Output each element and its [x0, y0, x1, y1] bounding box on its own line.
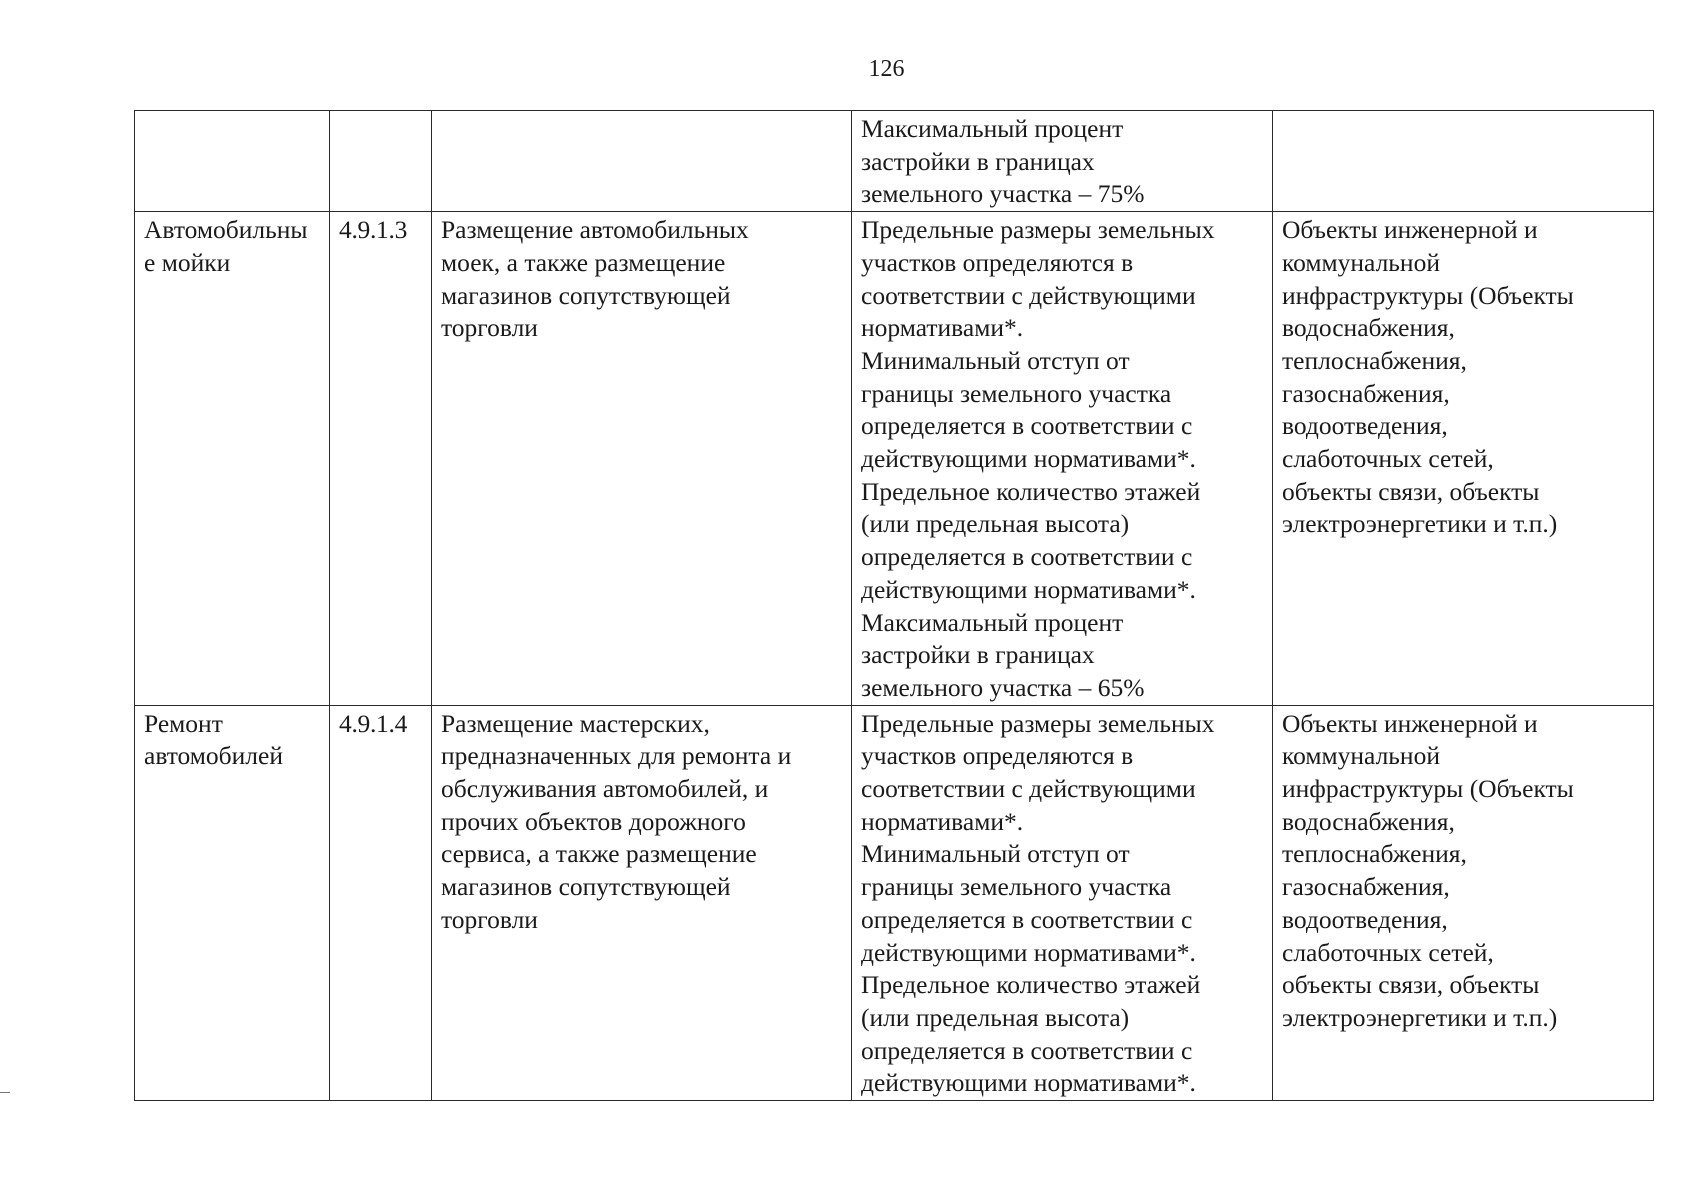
use-code-cell: 4.9.1.3: [330, 212, 432, 706]
text-line: Объекты инженерной и: [1282, 215, 1538, 245]
page-number: 126: [868, 56, 905, 82]
auxiliary-uses-cell: [1273, 212, 1654, 706]
text-line: объекты связи, объекты: [1282, 970, 1540, 1000]
text-line: Максимальный процент: [861, 607, 1124, 637]
text-line: электроэнергетики и т.п.): [1282, 509, 1558, 539]
text-line: газоснабжения,: [1282, 872, 1450, 902]
text-line: водоснабжения,: [1282, 806, 1455, 836]
text-line: соответствии с действующими: [861, 280, 1196, 310]
text-line: автомобилей: [144, 741, 283, 771]
use-description-cell: [432, 212, 852, 706]
text-line: действующими нормативами*.: [861, 937, 1196, 967]
text-line: Предельное количество этажей: [861, 970, 1201, 1000]
text-line: слаботочных сетей,: [1282, 444, 1494, 474]
text-line: инфраструктуры (Объекты: [1282, 774, 1574, 804]
text-line: торговли: [441, 904, 538, 934]
text-line: водоотведения,: [1282, 411, 1448, 441]
text-line: теплоснабжения,: [1282, 345, 1467, 375]
text-line: определяется в соответствии с: [861, 411, 1193, 441]
text-line: магазинов сопутствующей: [441, 872, 731, 902]
text-line: предназначенных для ремонта и: [441, 741, 792, 771]
use-description-cell: [432, 705, 852, 1100]
auxiliary-uses-cell: [1273, 705, 1654, 1100]
text-line: Объекты инженерной и: [1282, 708, 1538, 738]
text-line: слаботочных сетей,: [1282, 937, 1494, 967]
parameters-cell: [852, 212, 1273, 706]
text-line: действующими нормативами*.: [861, 444, 1196, 474]
text-line: Минимальный отступ от: [861, 839, 1130, 869]
text-line: границы земельного участка: [861, 872, 1172, 902]
use-name-cell: [135, 111, 330, 212]
text-line: нормативами*.: [861, 313, 1024, 343]
text-line: е мойки: [144, 247, 231, 277]
text-line: газоснабжения,: [1282, 378, 1450, 408]
text-line: Максимальный процент: [861, 114, 1124, 143]
text-line: коммунальной: [1282, 741, 1440, 771]
text-line: Автомобильны: [144, 215, 308, 245]
text-line: (или предельная высота): [861, 1002, 1130, 1032]
text-line: Предельные размеры земельных: [861, 215, 1215, 245]
text-line: прочих объектов дорожного: [441, 806, 746, 836]
text-line: теплоснабжения,: [1282, 839, 1467, 869]
parameters-cell: [852, 111, 1273, 212]
text-line: торговли: [441, 313, 538, 343]
text-line: объекты связи, объекты: [1282, 476, 1540, 506]
text-line: соответствии с действующими: [861, 774, 1196, 804]
auxiliary-uses-cell: [1273, 111, 1654, 212]
parameters-cell: [852, 705, 1273, 1100]
text-line: Ремонт: [144, 708, 223, 738]
scan-edge-mark: [0, 1092, 10, 1093]
text-line: инфраструктуры (Объекты: [1282, 280, 1574, 310]
text-line: Размещение мастерских,: [441, 708, 710, 738]
text-line: застройки в границах: [861, 640, 1095, 670]
use-name-cell: [135, 212, 330, 706]
table-row: [135, 111, 1654, 212]
table-row: [135, 212, 1654, 706]
text-line: Предельные размеры земельных: [861, 708, 1215, 738]
text-line: Размещение автомобильных: [441, 215, 749, 245]
text-line: (или предельная высота): [861, 509, 1130, 539]
text-line: нормативами*.: [861, 806, 1024, 836]
text-line: действующими нормативами*.: [861, 1068, 1196, 1098]
text-line: магазинов сопутствующей: [441, 280, 731, 310]
use-code-cell: 4.9.1.4: [330, 705, 432, 1100]
text-line: коммунальной: [1282, 247, 1440, 277]
text-line: сервиса, а также размещение: [441, 839, 757, 869]
use-code-cell: [330, 111, 432, 212]
text-line: водоотведения,: [1282, 904, 1448, 934]
text-line: земельного участка – 75%: [861, 179, 1145, 209]
table-row: [135, 705, 1654, 1100]
text-line: участков определяются в: [861, 247, 1134, 277]
text-line: водоснабжения,: [1282, 313, 1455, 343]
text-line: действующими нормативами*.: [861, 574, 1196, 604]
text-line: застройки в границах: [861, 146, 1095, 176]
land-use-table: [134, 110, 1654, 1101]
text-line: Минимальный отступ от: [861, 345, 1130, 375]
text-line: определяется в соответствии с: [861, 904, 1193, 934]
text-line: Предельное количество этажей: [861, 476, 1201, 506]
text-line: определяется в соответствии с: [861, 1035, 1193, 1065]
use-name-cell: [135, 705, 330, 1100]
text-line: земельного участка – 65%: [861, 672, 1145, 702]
text-line: границы земельного участка: [861, 378, 1172, 408]
text-line: участков определяются в: [861, 741, 1134, 771]
text-line: моек, а также размещение: [441, 247, 726, 277]
text-line: электроэнергетики и т.п.): [1282, 1002, 1558, 1032]
text-line: определяется в соответствии с: [861, 542, 1193, 572]
use-description-cell: [432, 111, 852, 212]
text-line: обслуживания автомобилей, и: [441, 774, 769, 804]
